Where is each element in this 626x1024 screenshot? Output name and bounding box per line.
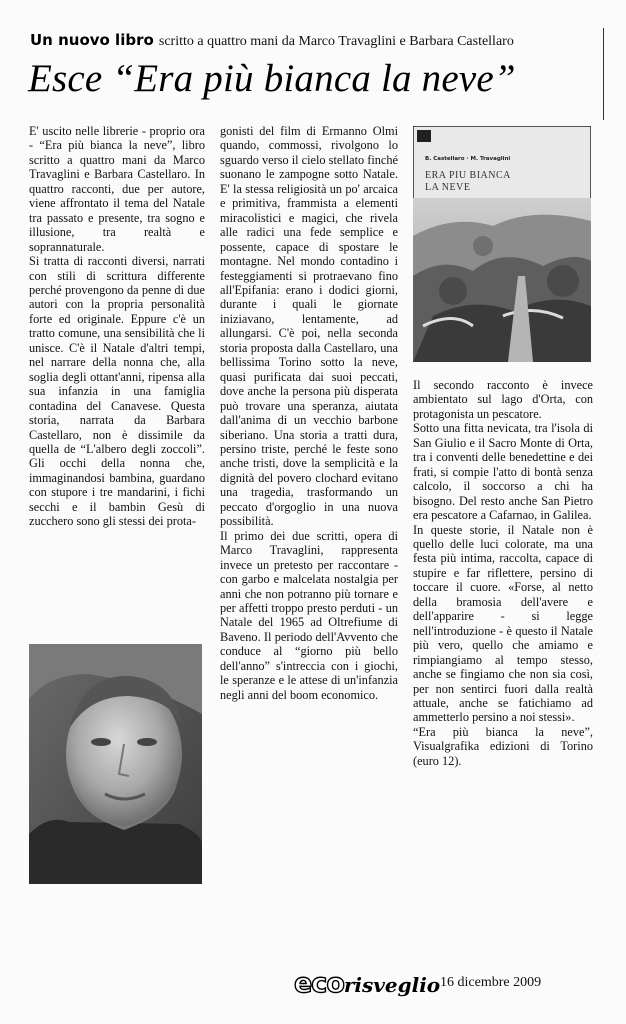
paragraph: E' uscito nelle librerie - proprio ora - “Era più bianca la neve”, libro scritto a quattro mani da Marco Travaglini e Barbara Castellaro. In quattro racconti, due per autore, viene affrontato il tema del Natale tra passato e presente, tra sogno e illusione, tra realtà e soprannaturale.: [29, 124, 205, 254]
author-photo: [29, 644, 202, 884]
kicker-rest: scritto a quattro mani da Marco Travaglini e Barbara Castellaro: [158, 34, 514, 49]
paragraph: gonisti del film di Ermanno Olmi quando, commossi, rivolgono lo sguardo verso il cielo stellato finché suonano le zampogne sotto Natale. E' la stessa religiosità un po' arcaica e primitiva, frammista a elementi miracolistici e magici, che rivela alle radici una fede semplice e possente, capace di spostare le montagne. Nel mondo contadino i festeggiamenti si protraevano fino all'Epifania: erano i dodici giorni, durante i quali le giornate iniziavano, lentamente, ad allungarsi. C'è poi, nella seconda storia proposta dalla Castellaro, una bellissima Torino sotto la neve, quasi purificata dai suoi peccati, dove anche la persona più disperata può trovare una speranza, aiutata dall'anima di un vecchio barbone siberiano. Una storia a tratti dura, persino triste, perché le feste sono anche tristi, dove la semplicità e la dignità del povero clochard evitano una tragedia, trasformando un peccato d'orgoglio in una nuova possibilità.: [220, 124, 398, 529]
paragraph: In queste storie, il Natale non è quello delle luci colorate, ma una festa più intima, raccolta, capace di stupire e far riflettere, persino di toccare il cuore. «Forse, al netto della bramosia dell'avere e dell'apparire - si legge nell'introduzione - è questo il Natale più vero, quello che amiamo e rimpiangiamo al tempo stesso, anche se fingiamo che non sia così, per non sentirci fuori dalla realtà attuale, anche se fatichiamo ad ammetterlo persino a noi stessi».: [413, 522, 593, 725]
paragraph: Si tratta di racconti diversi, narrati con stili di scrittura differente perché provengono da penne di due autori con la propria personalità forte ed originale. Eppure c'è un tratto comune, una sensibilità che li unisce. C'è il Natale d'altri tempi, nel narrare della nonna che, alla soglia degli ottant'anni, ripensa alla sua infanzia in una famiglia contadina del Canavese. Questa storia, narrata da Barbara Castellaro, non è dissimile da quella de “L'albero degli zoccoli”. Gli occhi della nonna che, immaginandosi bambina, guardano con stupore i tre mandarini, i fichi secchi e il bambin Gesù di zucchero sono gli stessi dei prota-: [29, 254, 205, 529]
article-column-2: [220, 124, 398, 702]
author-portrait-image: [29, 644, 202, 884]
kicker: [30, 30, 514, 52]
kicker-bold: Un nuovo libro: [30, 31, 154, 49]
book-cover: [413, 126, 591, 362]
book-title-line-1: ERA PIU BIANCA: [425, 170, 511, 181]
book-authors: B. Castellaro · M. Travaglini: [425, 156, 511, 162]
logo-risveglio: risveglio: [343, 973, 441, 997]
book-title-line-2: LA NEVE: [425, 182, 471, 193]
vertical-rule: [603, 28, 604, 120]
logo-eco: eco: [294, 968, 344, 999]
publication-logo: [294, 970, 440, 1001]
paragraph: “Era più bianca la neve”, Visualgrafika edizioni di Torino (euro 12).: [413, 724, 593, 768]
headline: Esce “Era più bianca la neve”: [28, 57, 516, 100]
article-column-1: [29, 124, 205, 529]
paragraph: Sotto una fitta nevicata, tra l'isola di San Giulio e il Sacro Monte di Orta, tra i conventi delle benedettine e dei frati, si compie l'atto di bontà senza calcolo, il soccorso a chi ha bisogno. Del resto anche San Pietro era pescatore a Cafarnao, in Galilea.: [413, 421, 593, 523]
publication-date: 16 dicembre 2009: [440, 975, 542, 990]
paragraph: Il primo dei due scritti, opera di Marco Travaglini, rappresenta invece un pretesto per raccontare - con garbo e malcelata nostalgia per anni che non potranno più tornare e per affetti troppo presto perduti - un Natale del 1965 ad Oltrefiume di Baveno. Il periodo dell'Avvento che conduce al “giorno più bello dell'anno” s'intreccia con i giochi, le speranze e le attese di un'infanzia negli anni del boom economico.: [220, 528, 398, 702]
paragraph: Il secondo racconto è invece ambientato sul lago d'Orta, con protagonista un pescatore.: [413, 378, 593, 421]
article-column-3: [413, 378, 593, 768]
